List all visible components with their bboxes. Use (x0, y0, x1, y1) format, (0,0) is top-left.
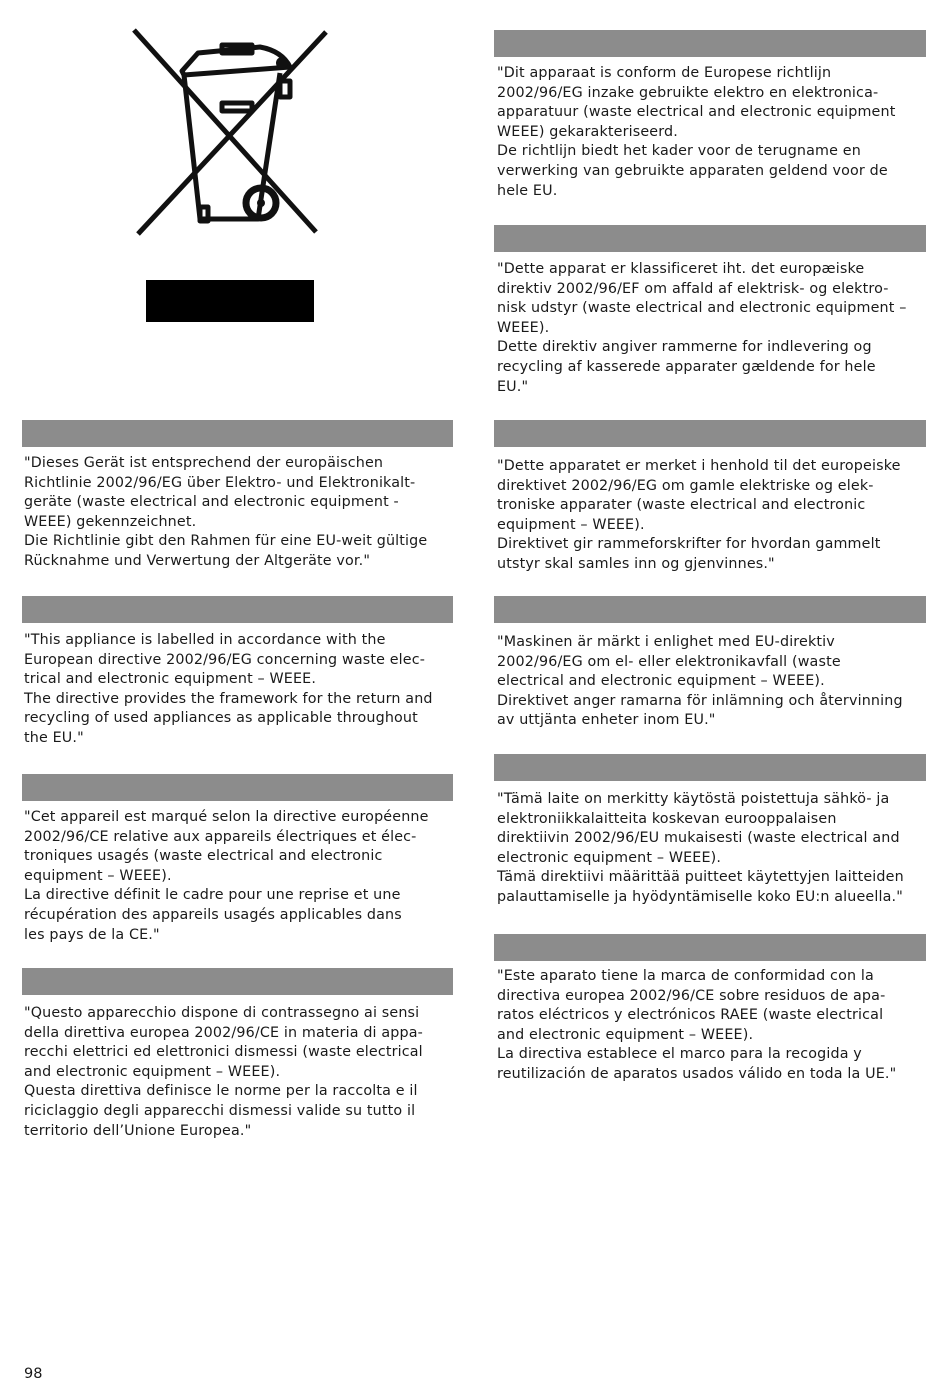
section-text-fi: "Tämä laite on merkitty käytöstä poistettuja sähkö- ja elektroniikkalaitteita koskevan eurooppalaisen direktiivin 2002/96/EU mukaisesti (waste electrical and electronic equipment – WEEE). Tämä direktiivi määrittää puitteet käytettyjen laitteiden palauttamiselle ja hyödyntämiselle koko EU:n alueella." (497, 791, 904, 905)
section-bar-es (494, 934, 926, 961)
section-bar-de (22, 420, 453, 447)
logo-black-bar (146, 280, 314, 322)
section-text-es: "Este aparato tiene la marca de conformidad con la directiva europea 2002/96/CE sobre residuos de apa- ratos eléctricos y electrónicos RAEE (waste electrical and electronic equipment – WEEE). La directiva establece el marco para la recogida y reutilización de aparatos usados válido en toda la UE." (497, 968, 897, 1082)
section-bar-nl (494, 30, 926, 57)
section-text-en: "This appliance is labelled in accordance with the European directive 2002/96/EG concerning waste elec- trical and electronic equipment – WEEE. The directive provides the framework for the return and recycling of used appliances as applicable throughout the EU." (24, 632, 433, 746)
section-text-no: "Dette apparatet er merket i henhold til det europeiske direktivet 2002/96/EG om gamle elektriske og elek- troniske apparater (waste electrical and electronic equipment – WEEE). Direktivet gir rammeforskrifter for hvordan gammelt utstyr skal samles inn og gjenvinnes." (497, 458, 901, 572)
section-bar-fi (494, 754, 926, 781)
section-bar-no (494, 420, 926, 447)
section-bar-sv (494, 596, 926, 623)
page-number: 98 (24, 1366, 43, 1382)
section-bar-da (494, 225, 926, 252)
section-text-da: "Dette apparat er klassificeret iht. det europæiske direktiv 2002/96/EF om affald af elektrisk- og elektro- nisk udstyr (waste electrical and electronic equipment – WEEE). Dette direktiv angiver rammerne for indlevering og recycling af kasserede apparater gældende for hele EU." (497, 261, 907, 395)
section-text-it: "Questo apparecchio dispone di contrassegno ai sensi della direttiva europea 2002/96/CE in materia di appa- recchi elettrici ed elettronici dismessi (waste electrical and electronic equipment – WEEE). Questa direttiva definisce le norme per la raccolta e il riciclaggio degli apparecchi dismessi valide su tutto il territorio dell’Unione Europea." (24, 1005, 423, 1139)
crossed-out-wheelie-bin-icon (130, 27, 330, 239)
section-bar-en (22, 596, 453, 623)
section-text-de: "Dieses Gerät ist entsprechend der europäischen Richtlinie 2002/96/EG über Elektro- und Elektronikalt- geräte (waste electrical and electronic equipment - WEEE) gekennzeichnet. Die Richtlinie gibt den Rahmen für eine EU-weit gültige Rücknahme und Verwertung der Altgeräte vor." (24, 455, 428, 569)
section-bar-it (22, 968, 453, 995)
section-text-sv: "Maskinen är märkt i enlighet med EU-direktiv 2002/96/EG om el- eller elektronikavfall (waste electrical and electronic equipment – WEEE). Direktivet anger ramarna för inlämning och återvinning av uttjänta enheter inom EU." (497, 634, 903, 729)
section-bar-fr (22, 774, 453, 801)
section-text-nl: "Dit apparaat is conform de Europese richtlijn 2002/96/EG inzake gebruikte elektro en elektronica- apparatuur (waste electrical and electronic equipment WEEE) gekarakteriseerd. De richtlijn biedt het kader voor de terugname en verwerking van gebruikte apparaten geldend voor de hele EU. (497, 65, 896, 199)
section-text-fr: "Cet appareil est marqué selon la directive européenne 2002/96/CE relative aux appareils électriques et élec- troniques usagés (waste electrical and electronic equipment – WEEE). La directive définit le cadre pour une reprise et une récupération des appareils usagés applicables dans les pays de la CE." (24, 809, 429, 943)
